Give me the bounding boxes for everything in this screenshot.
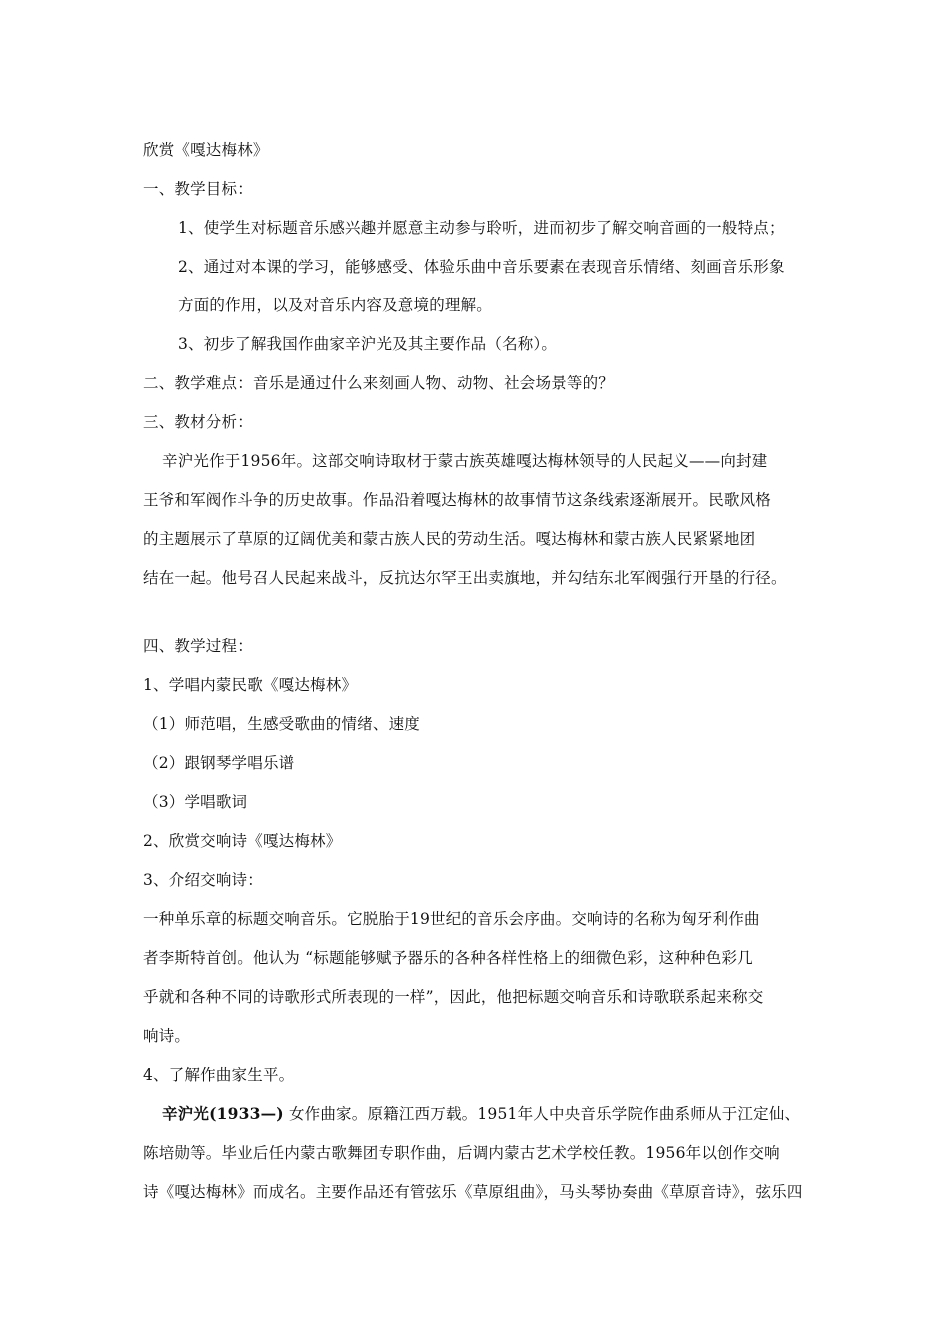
- composer-bio-line: 诗《嘎达梅林》而成名。主要作品还有管弦乐《草原组曲》，马头琴协奏曲《草原音诗》，弦乐四: [143, 1183, 803, 1201]
- goal-item: 3、初步了解我国作曲家辛沪光及其主要作品（名称）。: [178, 335, 558, 353]
- process-step: 3、介绍交响诗：: [143, 871, 263, 889]
- process-step: 2、欣赏交响诗《嘎达梅林》: [143, 832, 342, 850]
- section-heading-teaching-difficulty: 二、教学难点：音乐是通过什么来刻画人物、动物、社会场景等的？: [143, 374, 615, 392]
- goal-item: 1、使学生对标题音乐感兴趣并愿意主动参与聆听，进而初步了解交响音画的一般特点；: [178, 219, 785, 237]
- symphonic-poem-intro-line: 一种单乐章的标题交响音乐。它脱胎于19世纪的音乐会序曲。交响诗的名称为匈牙利作曲: [143, 910, 760, 928]
- document-title: 欣赏《嘎达梅林》: [143, 141, 269, 159]
- composer-name: 辛沪光(1933—): [162, 1104, 284, 1123]
- section-heading-teaching-goals: 一、教学目标：: [143, 180, 253, 198]
- process-substep: （3）学唱歌词: [143, 793, 248, 811]
- analysis-paragraph-line: 结在一起。他号召人民起来战斗，反抗达尔罕王出卖旗地，并勾结东北军阀强行开垦的行径。: [143, 569, 787, 587]
- process-step: 4、了解作曲家生平。: [143, 1066, 295, 1084]
- analysis-paragraph-line: 辛沪光作于1956年。这部交响诗取材于蒙古族英雄嘎达梅林领导的人民起义——向封建: [162, 452, 768, 470]
- goal-item: 2、通过对本课的学习，能够感受、体验乐曲中音乐要素在表现音乐情绪、刻画音乐形象: [178, 258, 785, 276]
- analysis-paragraph-line: 的主题展示了草原的辽阔优美和蒙古族人民的劳动生活。嘎达梅林和蒙古族人民紧紧地团: [143, 530, 756, 548]
- composer-bio-text: 女作曲家。原籍江西万载。1951年人中央音乐学院作曲系师从于江定仙、: [283, 1105, 801, 1123]
- process-substep: （1）师范唱，生感受歌曲的情绪、速度: [143, 715, 420, 733]
- section-heading-material-analysis: 三、教材分析：: [143, 413, 253, 431]
- symphonic-poem-intro-line: 者李斯特首创。他认为 “标题能够赋予器乐的各种各样性格上的细微色彩，这种种色彩几: [143, 949, 753, 967]
- symphonic-poem-intro-line: 乎就和各种不同的诗歌形式所表现的一样”，因此，他把标题交响音乐和诗歌联系起来称交: [143, 988, 764, 1006]
- process-step: 1、学唱内蒙民歌《嘎达梅林》: [143, 676, 358, 694]
- section-heading-teaching-process: 四、教学过程：: [143, 637, 253, 655]
- goal-item-continuation: 方面的作用，以及对音乐内容及意境的理解。: [178, 296, 493, 314]
- analysis-paragraph-line: 王爷和军阀作斗争的历史故事。作品沿着嘎达梅林的故事情节这条线索逐渐展开。民歌风格: [143, 491, 772, 509]
- symphonic-poem-intro-line: 响诗。: [143, 1027, 191, 1045]
- process-substep: （2）跟钢琴学唱乐谱: [143, 754, 295, 772]
- composer-bio-first-line: [162, 1104, 800, 1124]
- composer-bio-line: 陈培勋等。毕业后任内蒙古歌舞团专职作曲，后调内蒙古艺术学校任教。1956年以创作交响: [143, 1144, 780, 1162]
